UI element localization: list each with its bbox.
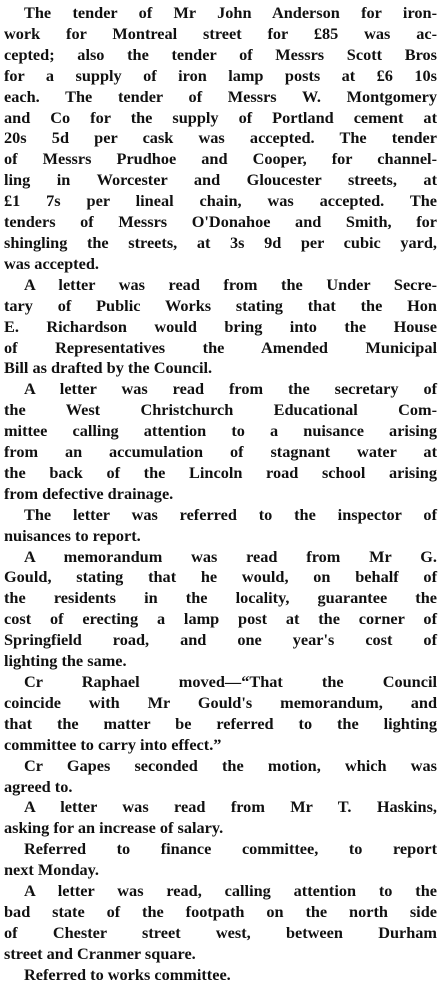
text-line: of Chester street west, between Durham — [4, 922, 437, 942]
text-line: work for Montreal street for £85 was ac- — [4, 23, 437, 43]
text-line: Cr Raphael moved—“That the Council — [24, 672, 437, 691]
text-line: lighting the same. — [4, 651, 127, 671]
text-line: committee to carry into effect.” — [4, 734, 222, 754]
text-line: coincide with Mr Gould's memorandum, and — [4, 692, 437, 712]
text-line: the back of the Lincoln road school arising — [4, 462, 437, 482]
text-line: mittee calling attention to a nuisance arising — [4, 421, 437, 441]
text-line: Referred to works committee. — [24, 964, 231, 984]
text-line: and Co for the supply of Portland cement at — [4, 107, 437, 127]
text-line: that the matter be referred to the lighting — [4, 713, 437, 733]
text-line: cepted; also the tender of Messrs Scott Bros — [4, 44, 437, 64]
text-line: Bill as drafted by the Council. — [4, 358, 213, 378]
text-line: Springfield road, and one year's cost of — [4, 630, 437, 650]
text-line: £1 7s per lineal chain, was accepted. The — [4, 191, 437, 211]
text-line: the residents in the locality, guarantee the — [4, 588, 437, 608]
text-line: street and Cranmer square. — [4, 943, 196, 963]
text-line: for a supply of iron lamp posts at £6 10s — [4, 65, 437, 85]
text-line: of Representatives the Amended Municipal — [4, 337, 437, 357]
text-line: cost of erecting a lamp post at the corner of — [4, 609, 437, 629]
text-line: each. The tender of Messrs W. Montgomery — [4, 86, 437, 106]
text-line: ling in Worcester and Gloucester streets, at — [4, 170, 437, 190]
text-line: E. Richardson would bring into the House — [4, 316, 437, 336]
text-line: Referred to finance committee, to report — [24, 839, 437, 859]
text-line: Gould, stating that he would, on behalf of — [4, 567, 437, 587]
text-line: of Messrs Prudhoe and Cooper, for channel- — [4, 149, 437, 169]
text-line: Cr Gapes seconded the motion, which was — [24, 755, 437, 775]
text-line: from an accumulation of stagnant water at — [4, 442, 437, 462]
text-line: The letter was referred to the inspector of — [24, 504, 437, 524]
text-line: was accepted. — [4, 253, 99, 273]
text-line: The tender of Mr John Anderson for iron- — [24, 3, 437, 22]
text-line: A letter was read from Mr T. Haskins, — [24, 797, 437, 817]
text-line: bad state of the footpath on the north side — [4, 901, 437, 921]
text-line: next Monday. — [4, 860, 99, 880]
text-line: A memorandum was read from Mr G. — [24, 546, 437, 566]
text-line: agreed to. — [4, 776, 73, 796]
text-line: tary of Public Works stating that the Hon — [4, 295, 437, 315]
text-line: 20s 5d per cask was accepted. The tender — [4, 128, 437, 148]
text-line: asking for an increase of salary. — [4, 818, 224, 838]
text-line: A letter was read from the secretary of — [24, 379, 437, 399]
text-line: from defective drainage. — [4, 483, 174, 503]
text-line: shingling the streets, at 3s 9d per cubic yard, — [4, 232, 437, 252]
text-line: A letter was read, calling attention to the — [24, 881, 437, 901]
text-line: A letter was read from the Under Secre- — [24, 274, 437, 294]
text-line: nuisances to report. — [4, 525, 141, 545]
text-line: tenders of Messrs O'Donahoe and Smith, for — [4, 212, 437, 232]
text-line: the West Christchurch Educational Com- — [4, 400, 437, 420]
